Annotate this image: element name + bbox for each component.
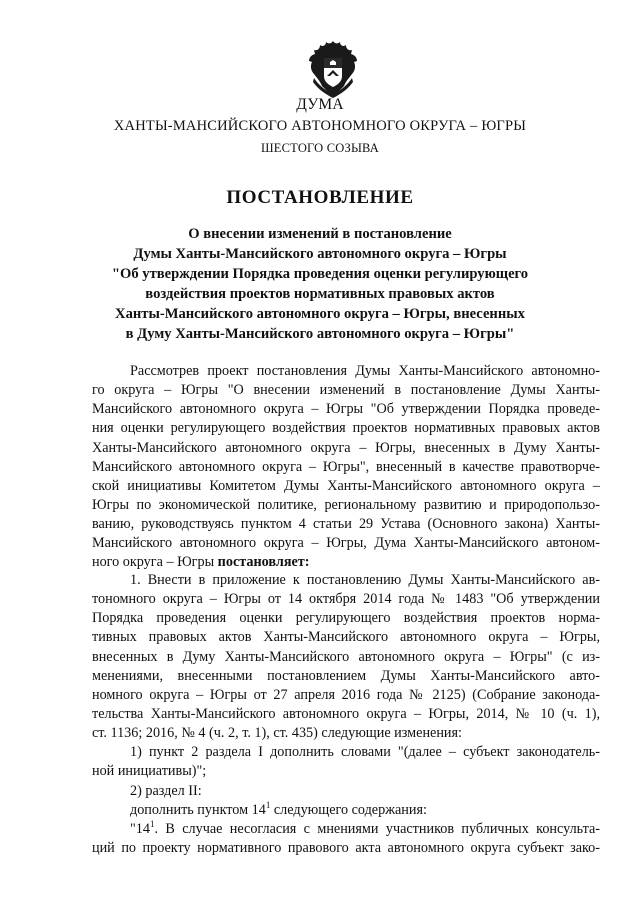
item-1-paragraph	[92, 571, 600, 858]
text-line: Югры по экономической политике, региональному развитию и природопользо-	[92, 496, 600, 513]
text-line: тивных правовых актов Ханты-Мансийского автономного округа – Югры,	[92, 629, 600, 646]
text-line: ской инициативы Комитетом Думы Ханты-Мансийского автономного округа –	[92, 477, 600, 494]
text-line: ций по проекту нормативного правового акта автономного округа субъект зако-	[92, 839, 600, 856]
text-line: ной инициативы)";	[92, 763, 207, 780]
text-line: тономного округа – Югры от 14 октября 2014 года № 1483 "Об утверждении	[92, 591, 600, 608]
subject-line: "Об утверждении Порядка проведения оценки регулирующего	[111, 266, 529, 283]
text-line: 1) пункт 2 раздела I дополнить словами "(далее – субъект законодатель-	[130, 744, 600, 761]
document-subject	[0, 224, 640, 345]
text-line: Мансийского автономного округа – Югры", внесенный в качестве правотворче-	[92, 458, 600, 475]
text-line	[92, 801, 600, 820]
text-line: ния оценки регулирующего воздействия проектов нормативных правовых актов	[92, 420, 600, 437]
text-line: Мансийского автономного округа – Югры "Об утверждении Порядка проведе-	[92, 401, 600, 418]
subject-line: Думы Ханты-Мансийского автономного округа – Югры	[133, 246, 507, 263]
text-line: Порядка проведения оценки регулирующего воздействия проектов норма-	[92, 610, 600, 627]
text-line: ст. 1136; 2016, № 4 (ч. 2, т. 1), ст. 435) следующие изменения:	[92, 725, 462, 742]
text-line	[92, 553, 600, 572]
text-line: тельства Ханты-Мансийского автономного округа – Югры, 2014, № 10 (ч. 1),	[92, 705, 600, 722]
text-line: 2) раздел II:	[130, 782, 202, 799]
subject-line: в Думу Ханты-Мансийского автономного округа – Югры"	[125, 326, 515, 343]
document-title: ПОСТАНОВЛЕНИЕ	[226, 187, 414, 208]
region-name: ХАНТЫ-МАНСИЙСКОГО АВТОНОМНОГО ОКРУГА – ЮГРЫ	[113, 118, 527, 134]
text-fragment: ного округа – Югры	[92, 554, 215, 571]
text-line: номного округа – Югры от 27 апреля 2016 года № 2125) (Собрание законода-	[92, 686, 600, 703]
text-line: менениями, внесенными постановлением Думы Ханты-Мансийского авто-	[92, 667, 600, 684]
text-line: Ханты-Мансийского автономного округа – Югры, внесенных в Думу Ханты-	[92, 439, 600, 456]
superscript: 1	[149, 818, 155, 829]
subject-line: О внесении изменений в постановление	[188, 226, 452, 242]
superscript: 1	[265, 799, 271, 810]
subject-line: Ханты-Мансийского автономного округа – Югры, внесенных	[115, 306, 525, 323]
text-line	[92, 820, 600, 839]
text-line: 1. Внести в приложение к постановлению Думы Ханты-Мансийского ав-	[130, 572, 600, 588]
text-fragment: дополнить пунктом 14	[130, 801, 266, 818]
text-line: го округа – Югры "О внесении изменений в постановление Думы Ханты-	[92, 382, 600, 399]
text-line: ванию, руководствуясь пунктом 4 статьи 29 Устава (Основного закона) Ханты-	[92, 516, 600, 533]
text-line: Рассмотрев проект постановления Думы Ханты-Мансийского автономно-	[130, 363, 600, 379]
text-fragment: следующего содержания:	[270, 801, 427, 818]
council-name: ДУМА	[296, 96, 344, 113]
subject-line: воздействия проектов нормативных правовых актов	[145, 286, 495, 303]
text-fragment: . В случае несогласия с мнениями участников публичных консульта-	[154, 820, 600, 837]
text-line: Мансийского автономного округа – Югры, Дума Ханты-Мансийского автоном-	[92, 535, 600, 552]
coat-of-arms-emblem	[302, 38, 364, 102]
preamble-paragraph	[92, 362, 600, 573]
decree-word: постановляет:	[217, 554, 310, 571]
text-line: внесенных в Думу Ханты-Мансийского автономного округа – Югры" (с из-	[92, 648, 600, 665]
text-fragment: "14	[130, 820, 150, 837]
convocation: ШЕСТОГО СОЗЫВА	[260, 141, 380, 155]
